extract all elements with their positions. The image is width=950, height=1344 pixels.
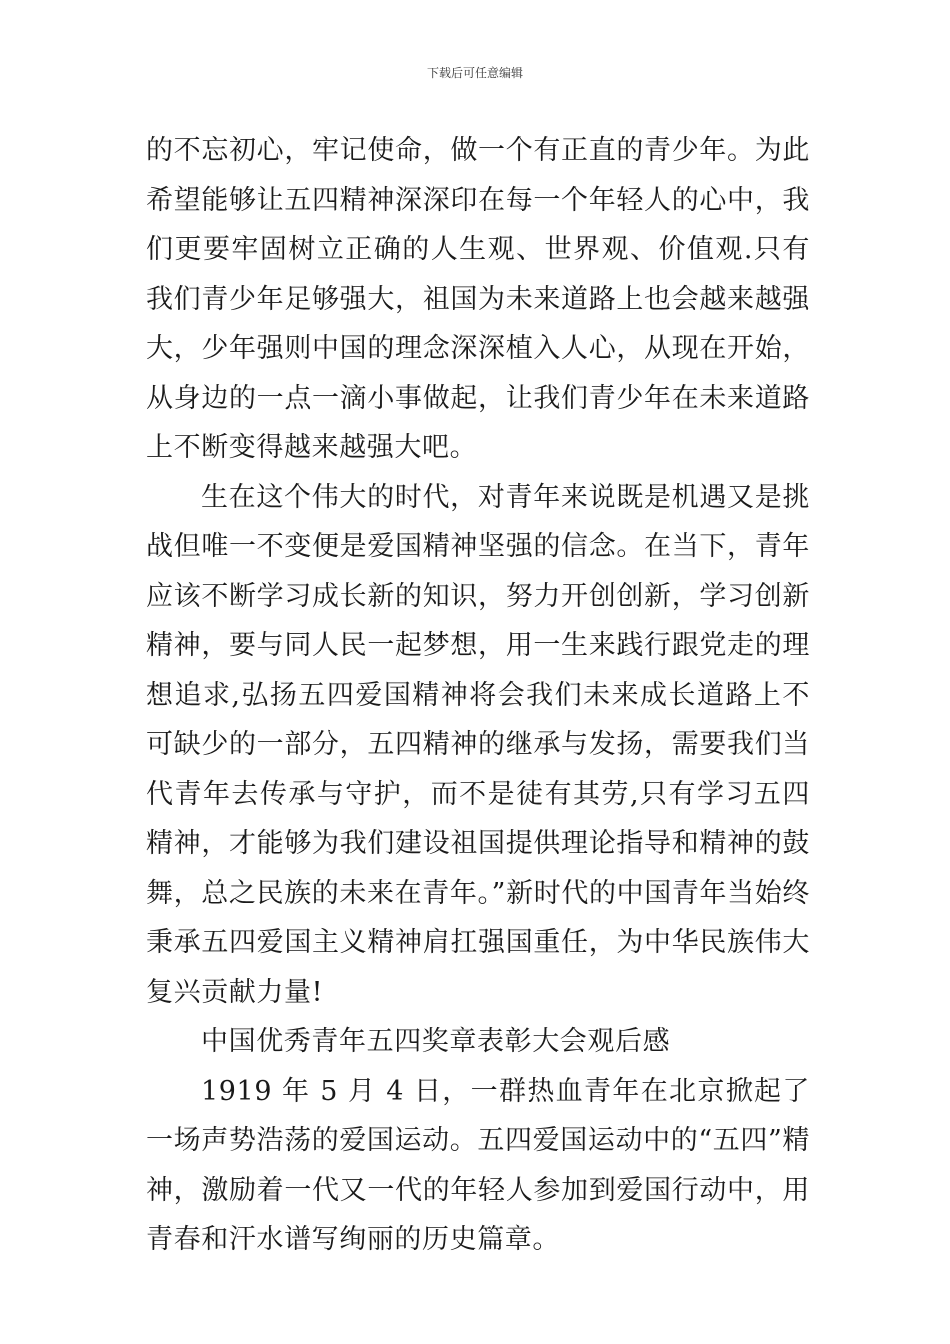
paragraph-2: 生在这个伟大的时代，对青年来说既是机遇又是挑战但唯一不变便是爱国精神坚强的信念。在当下，青年应该不断学习成长新的知识，努力开创创新，学习创新精神，要与同人民一起梦想，用一生来践行跟党走的理想追求,弘扬五四爱国精神将会我们未来成长道路上不可缺少的一部分，五四精神的继承与发扬，需要我们当代青年去传承与守护，而不是徒有其劳,只有学习五四精神，才能够为我们建设祖国提供理论指导和精神的鼓舞，总之民族的未来在青年。”新时代的中国青年当始终秉承五四爱国主义精神肩扛强国重任，为中华民族伟大复兴贡献力量! — [146, 481, 810, 1008]
paragraph-1: 的不忘初心，牢记使命，做一个有正直的青少年。为此希望能够让五四精神深深印在每一个年轻人的心中，我们更要牢固树立正确的人生观、世界观、价值观.只有我们青少年足够强大，祖国为未来道路上也会越来越强大，少年强则中国的理念深深植入人心，从现在开始，从身边的一点一滴小事做起，让我们青少年在未来道路上不断变得越来越强大吧。 — [146, 135, 810, 463]
page-header-note: 下载后可任意编辑 — [426, 66, 523, 80]
paragraph-3: 1919 年 5 月 4 日，一群热血青年在北京掀起了一场声势浩荡的爱国运动。五四爱国运动中的“五四”精神，激励着一代又一代的年轻人参加到爱国行动中，用青春和汗水谱写绚丽的历史篇章。 — [146, 1075, 810, 1255]
document-body — [146, 126, 810, 1265]
section-title: 中国优秀青年五四奖章表彰大会观后感 — [201, 1026, 671, 1057]
